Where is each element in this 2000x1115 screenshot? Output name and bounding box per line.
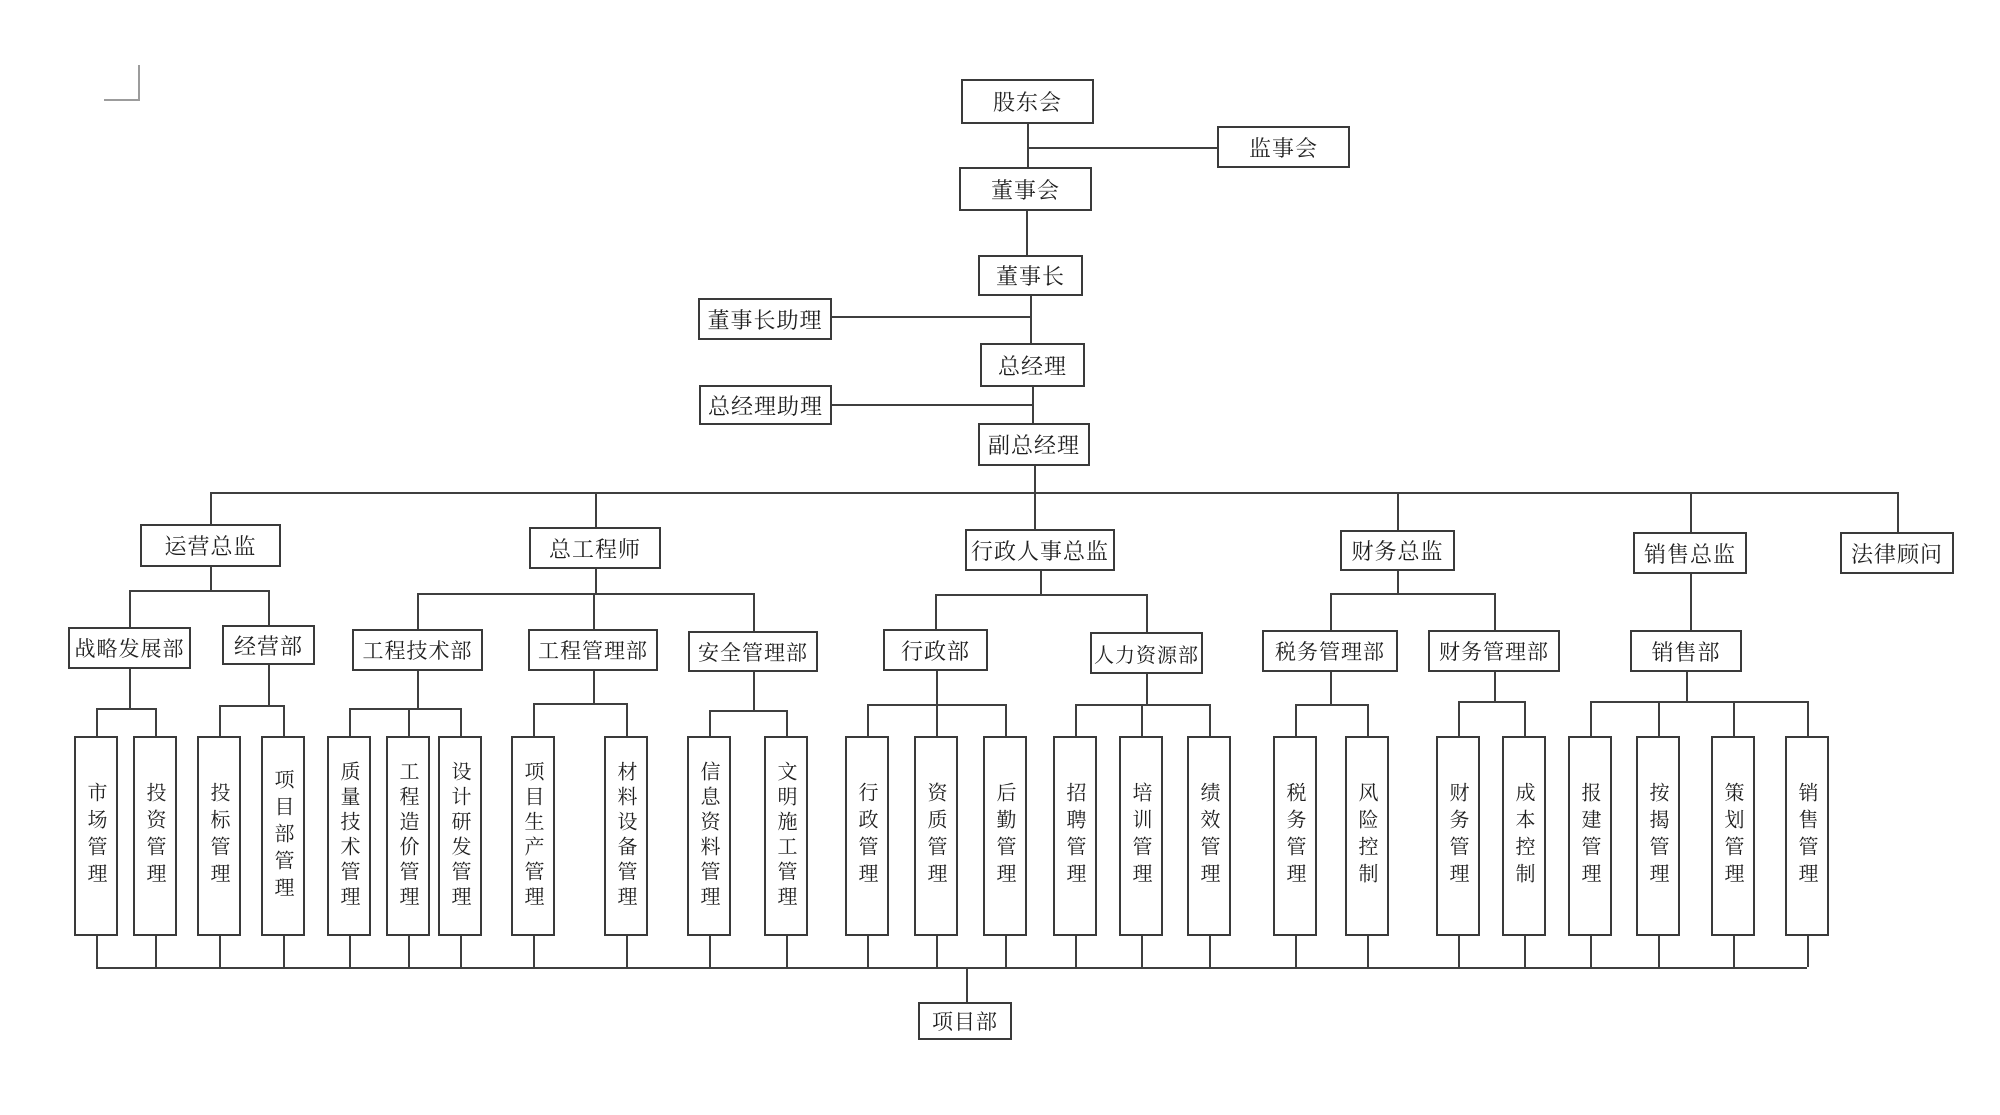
connector-line <box>1005 936 1007 967</box>
connector-line <box>1075 704 1077 736</box>
org-node-deputy-general-manager: 副总经理 <box>978 423 1090 466</box>
connector-line <box>1146 674 1148 706</box>
connector-line <box>595 492 597 527</box>
connector-line <box>1397 492 1399 531</box>
connector-line <box>1034 466 1036 494</box>
org-node-supervisory-board: 监事会 <box>1217 126 1350 168</box>
org-node-qualification-mgmt: 资质管理 <box>914 736 958 936</box>
connector-line <box>1807 701 1809 736</box>
org-node-finance-mgmt-dept: 财务管理部 <box>1428 630 1560 672</box>
org-node-info-data-mgmt: 信息资料管理 <box>687 736 731 936</box>
connector-line <box>966 967 968 1002</box>
org-node-mortgage-mgmt: 按揭管理 <box>1636 736 1680 936</box>
connector-line <box>1733 936 1735 967</box>
org-node-chairman-assistant: 董事长助理 <box>698 298 832 340</box>
connector-line <box>1141 704 1143 736</box>
connector-line <box>1494 672 1496 703</box>
connector-line <box>155 936 157 967</box>
connector-line <box>1524 701 1526 736</box>
org-node-material-equipment-mgmt: 材料设备管理 <box>604 736 648 936</box>
connector-line <box>709 710 711 736</box>
connector-line <box>349 708 460 710</box>
connector-line <box>1209 936 1211 967</box>
org-node-design-rd-mgmt: 设计研发管理 <box>438 736 482 936</box>
connector-line <box>935 594 937 630</box>
connector-line <box>1034 492 1036 530</box>
connector-line <box>268 665 270 707</box>
connector-line <box>1026 211 1028 256</box>
org-node-admin-mgmt: 行政管理 <box>845 736 889 936</box>
org-node-civilized-construction-mgmt: 文明施工管理 <box>764 736 808 936</box>
connector-line <box>129 590 131 628</box>
org-node-hr-dept: 人力资源部 <box>1090 632 1203 674</box>
org-node-safety-mgmt-dept: 安全管理部 <box>688 631 818 672</box>
connector-line <box>1367 704 1369 736</box>
org-node-risk-control: 风险控制 <box>1345 736 1389 936</box>
connector-line <box>1524 936 1526 967</box>
connector-line <box>1458 701 1524 703</box>
connector-line <box>1027 124 1029 168</box>
connector-line <box>460 936 462 967</box>
connector-line <box>1330 672 1332 706</box>
connector-line <box>1658 701 1660 736</box>
connector-line <box>283 936 285 967</box>
connector-line <box>1458 936 1460 967</box>
org-node-general-manager: 总经理 <box>980 343 1085 387</box>
org-node-market-mgmt: 市场管理 <box>74 736 118 936</box>
connector-line <box>753 593 755 632</box>
connector-line <box>96 708 98 736</box>
connector-line <box>533 703 626 705</box>
connector-line <box>408 708 410 736</box>
connector-line <box>129 590 268 592</box>
connector-line <box>219 936 221 967</box>
page-margin-mark-vertical <box>138 65 140 101</box>
connector-line <box>96 936 98 967</box>
connector-line <box>408 936 410 967</box>
org-node-admin-hr-director: 行政人事总监 <box>965 529 1115 571</box>
connector-line <box>1330 593 1494 595</box>
connector-line <box>268 590 270 626</box>
org-node-admin-dept: 行政部 <box>883 629 988 671</box>
org-node-construction-approval-mgmt: 报建管理 <box>1568 736 1612 936</box>
connector-line <box>595 569 597 595</box>
org-node-sales-dept: 销售部 <box>1630 630 1742 672</box>
org-node-tax-mgmt-dept: 税务管理部 <box>1262 630 1398 672</box>
connector-line <box>349 936 351 967</box>
org-node-shareholders: 股东会 <box>961 79 1094 124</box>
connector-line <box>1397 571 1399 595</box>
connector-line <box>1032 387 1034 424</box>
connector-line <box>936 936 938 967</box>
connector-line <box>533 936 535 967</box>
connector-line <box>210 492 212 524</box>
connector-line <box>593 671 595 705</box>
org-node-legal-advisor: 法律顾问 <box>1840 532 1954 574</box>
connector-line <box>1897 492 1899 533</box>
connector-line <box>1146 594 1148 633</box>
connector-line <box>593 593 595 630</box>
org-node-gm-assistant: 总经理助理 <box>699 385 832 425</box>
connector-line <box>210 492 1897 494</box>
connector-line <box>1028 147 1218 149</box>
org-node-board-of-directors: 董事会 <box>959 167 1092 211</box>
connector-line <box>155 708 157 736</box>
connector-line <box>1494 593 1496 631</box>
org-node-project-dept: 项目部 <box>918 1002 1012 1040</box>
org-node-engineering-tech-dept: 工程技术部 <box>352 629 483 671</box>
connector-line <box>219 705 221 736</box>
connector-line <box>533 703 535 736</box>
connector-line <box>709 710 786 712</box>
connector-line <box>1658 936 1660 967</box>
connector-line <box>1005 704 1007 736</box>
connector-line <box>1295 936 1297 967</box>
connector-line <box>1733 701 1735 736</box>
org-node-operations-director: 运营总监 <box>140 524 281 567</box>
org-node-engineering-mgmt-dept: 工程管理部 <box>528 629 658 671</box>
org-node-finance-mgmt: 财务管理 <box>1436 736 1480 936</box>
page-margin-mark-horizontal <box>104 99 140 101</box>
connector-line <box>417 671 419 710</box>
connector-line <box>129 669 131 710</box>
org-node-training-mgmt: 培训管理 <box>1119 736 1163 936</box>
connector-line <box>832 316 1031 318</box>
connector-line <box>786 710 788 736</box>
connector-line <box>96 708 155 710</box>
org-node-project-production-mgmt: 项目生产管理 <box>511 736 555 936</box>
connector-line <box>786 936 788 967</box>
connector-line <box>1075 936 1077 967</box>
connector-line <box>1030 296 1032 344</box>
connector-line <box>349 708 351 736</box>
connector-line <box>867 936 869 967</box>
org-node-sales-mgmt: 销售管理 <box>1785 736 1829 936</box>
org-node-performance-mgmt: 绩效管理 <box>1187 736 1231 936</box>
connector-line <box>417 593 753 595</box>
connector-line <box>936 704 938 736</box>
connector-line <box>1295 704 1297 736</box>
connector-line <box>1209 704 1211 736</box>
connector-line <box>626 936 628 967</box>
connector-line <box>219 705 283 707</box>
connector-line <box>1590 701 1592 736</box>
org-node-bidding-mgmt: 投标管理 <box>197 736 241 936</box>
org-node-project-dept-mgmt: 项目部管理 <box>261 736 305 936</box>
org-node-operating-dept: 经营部 <box>222 625 315 665</box>
org-node-recruitment-mgmt: 招聘管理 <box>1053 736 1097 936</box>
connector-line <box>832 404 1033 406</box>
connector-line <box>417 593 419 630</box>
connector-line <box>1040 571 1042 596</box>
connector-line <box>460 708 462 736</box>
org-node-quality-tech-mgmt: 质量技术管理 <box>327 736 371 936</box>
connector-line <box>867 704 869 736</box>
org-node-strategic-development-dept: 战略发展部 <box>68 627 191 669</box>
org-node-logistics-mgmt: 后勤管理 <box>983 736 1027 936</box>
connector-line <box>1141 936 1143 967</box>
connector-line <box>1590 936 1592 967</box>
connector-line <box>626 703 628 736</box>
connector-line <box>1590 701 1807 703</box>
org-node-investment-mgmt: 投资管理 <box>133 736 177 936</box>
connector-line <box>1807 936 1809 967</box>
connector-line <box>1330 593 1332 631</box>
connector-line <box>1686 672 1688 703</box>
org-node-tax-mgmt: 税务管理 <box>1273 736 1317 936</box>
connector-line <box>1458 701 1460 736</box>
connector-line <box>210 567 212 592</box>
org-node-cost-estimation-mgmt: 工程造价管理 <box>386 736 430 936</box>
connector-line <box>1690 574 1692 630</box>
org-node-finance-director: 财务总监 <box>1340 530 1455 571</box>
org-node-sales-director: 销售总监 <box>1633 532 1747 574</box>
connector-line <box>96 967 1807 969</box>
org-node-chairman: 董事长 <box>978 255 1083 296</box>
connector-line <box>936 671 938 706</box>
connector-line <box>753 672 755 712</box>
connector-line <box>709 936 711 967</box>
org-node-chief-engineer: 总工程师 <box>529 527 661 569</box>
org-node-cost-control: 成本控制 <box>1502 736 1546 936</box>
connector-line <box>283 705 285 736</box>
connector-line <box>1690 492 1692 533</box>
org-node-planning-mgmt: 策划管理 <box>1711 736 1755 936</box>
connector-line <box>1367 936 1369 967</box>
